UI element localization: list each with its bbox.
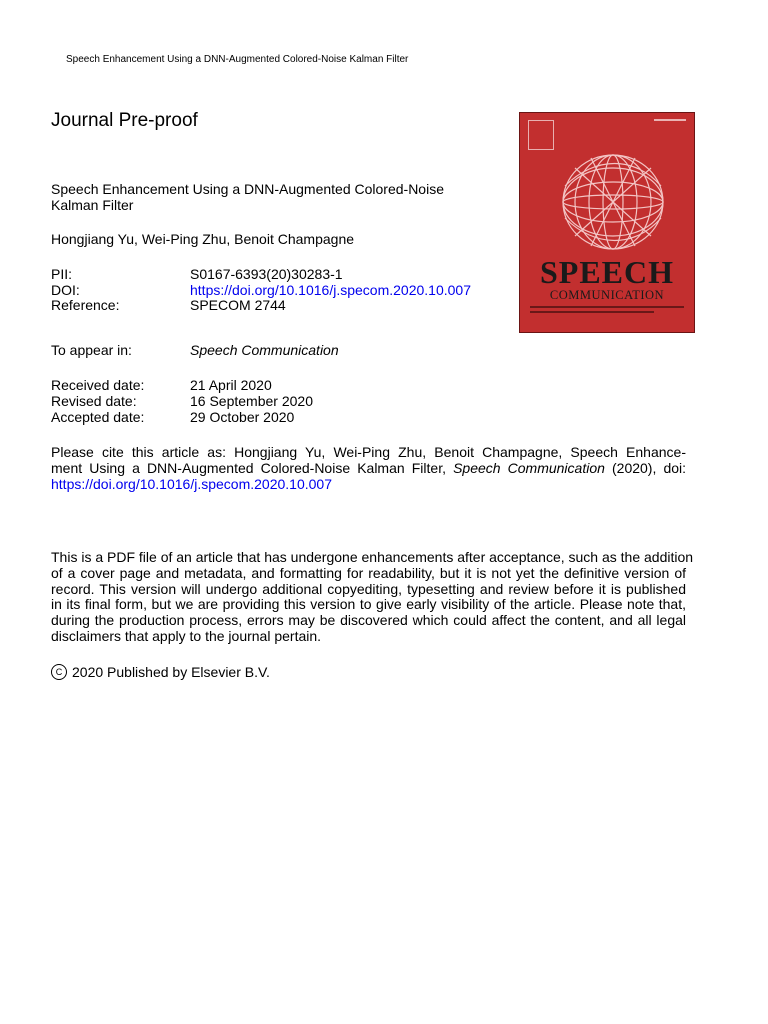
citation-text: (2020), doi: <box>612 460 687 476</box>
reference-value: SPECOM 2744 <box>190 297 286 313</box>
author-list: Hongjiang Yu, Wei-Ping Zhu, Benoit Champagne <box>51 231 355 247</box>
disclaimer-line: disclaimers that apply to the journal pertain. <box>51 627 322 644</box>
received-label: Received date: <box>51 377 145 393</box>
revised-label: Revised date: <box>51 393 137 409</box>
received-value: 21 April 2020 <box>190 377 272 393</box>
appear-value: Speech Communication <box>190 342 339 358</box>
article-title <box>51 181 481 213</box>
cover-fine-print <box>530 311 654 313</box>
doi-label: DOI: <box>51 282 80 298</box>
accepted-value: 29 October 2020 <box>190 409 295 425</box>
reference-label: Reference: <box>51 297 120 313</box>
citation-doi-link[interactable]: https://doi.org/10.1016/j.specom.2020.10.007 <box>51 476 332 492</box>
disclaimer-line: in its final form, but we are providing this version to give early visibility of the article. Please note that, <box>51 596 686 613</box>
disclaimer-line: during the production process, errors may be discovered which could affect the content, and all legal <box>51 612 686 629</box>
doi-link[interactable]: https://doi.org/10.1016/j.specom.2020.10.007 <box>190 282 471 298</box>
running-header: Speech Enhancement Using a DNN-Augmented Colored-Noise Kalman Filter <box>66 54 409 65</box>
accepted-row <box>51 409 691 425</box>
globe-icon <box>555 146 671 258</box>
citation-paragraph <box>51 444 686 492</box>
received-row <box>51 377 691 393</box>
accepted-label: Accepted date: <box>51 409 145 425</box>
appear-label: To appear in: <box>51 342 132 358</box>
copyright-icon: C <box>51 664 67 680</box>
title-line: Speech Enhancement Using a DNN-Augmented Colored-Noise <box>51 181 444 197</box>
cover-fine-print <box>654 119 686 121</box>
cover-subtitle: COMMUNICATION <box>549 288 665 302</box>
cover-fine-print <box>530 306 684 308</box>
publisher-logo-icon <box>528 120 554 150</box>
title-line: Kalman Filter <box>51 197 134 213</box>
revised-value: 16 September 2020 <box>190 393 313 409</box>
disclaimer-line: This is a PDF file of an article that has undergone enhancements after acceptance, such as the addition <box>51 549 694 565</box>
appear-row <box>51 342 691 358</box>
citation-text: ment Using a DNN-Augmented Colored-Noise Kalman Filter, <box>51 460 446 476</box>
citation-line <box>51 460 686 476</box>
revised-row <box>51 393 691 409</box>
copyright-text: 2020 Published by Elsevier B.V. <box>72 664 270 680</box>
cover-title: SPEECH <box>539 254 675 290</box>
disclaimer-line: record. This version will undergo additional copyediting, typesetting and review before it is published <box>51 580 686 597</box>
pii-label: PII: <box>51 266 73 282</box>
journal-cover-image <box>519 112 695 333</box>
journal-preproof-label: Journal Pre-proof <box>51 110 198 131</box>
copyright-line <box>51 664 270 680</box>
citation-line: Please cite this article as: Hongjiang Yu, Wei-Ping Zhu, Benoit Champagne, Speech Enhance- <box>51 444 686 460</box>
citation-journal: Speech Communication <box>453 460 605 476</box>
disclaimer-paragraph <box>51 549 694 645</box>
pii-value: S0167-6393(20)30283-1 <box>190 266 343 282</box>
disclaimer-line: of a cover page and metadata, and formatting for readability, but it is not yet the definitive version of <box>51 564 686 581</box>
